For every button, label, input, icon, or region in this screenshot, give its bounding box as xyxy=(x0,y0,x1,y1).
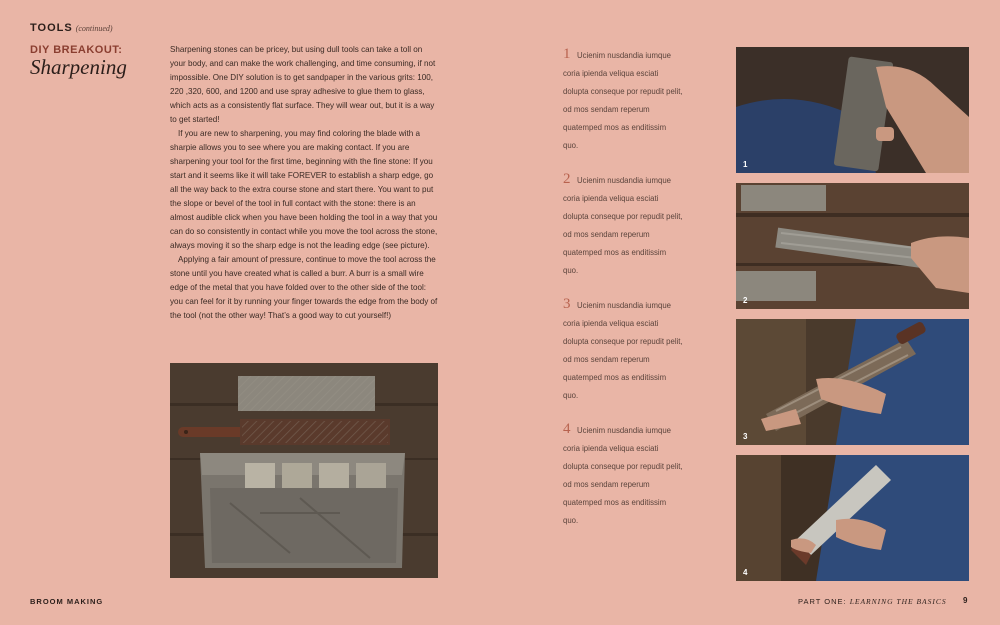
step-number: 1 xyxy=(563,46,571,62)
step-text: Ucienim nusdandia iumque coria ipienda veliqua esciati dolupta conseque por repudit pelit, od mos sendam reperum quatemped mos as enditissim quo. xyxy=(563,301,683,400)
footer-part-title: LEARNING THE BASICS xyxy=(849,597,947,606)
sharpening-tools-photo xyxy=(170,363,438,578)
breakout-title: Sharpening xyxy=(30,55,127,79)
page-number: 9 xyxy=(963,596,968,605)
step-item xyxy=(563,295,683,403)
step-number: 4 xyxy=(563,421,571,437)
step-text: Ucienim nusdandia iumque coria ipienda veliqua esciati dolupta conseque por repudit pelit, od mos sendam reperum quatemped mos as enditissim quo. xyxy=(563,176,683,275)
step-item xyxy=(563,170,683,278)
section-label xyxy=(30,22,113,34)
photo-number: 3 xyxy=(743,432,748,441)
paragraph: If you are new to sharpening, you may find coloring the blade with a sharpie allows you to see where you are making contact. If you are sharpening your tool for the first time, beginning with the fine stone: If you start and it seems like it will take FOREVER to establish a sharp edge, go all the way back to the extra course stone and start there. You want to put the slope or bevel of the tool in full contact with the stone: there is an almost audible click when you have been holding the tool in a way that you can do so consistently in contact while you move the tool across the stone, always moving it so the sharp edge is not the leading edge (see picture). xyxy=(170,129,438,250)
step-photo-3 xyxy=(736,319,969,445)
step-text: Ucienim nusdandia iumque coria ipienda veliqua esciati dolupta conseque por repudit pelit, od mos sendam reperum quatemped mos as enditissim quo. xyxy=(563,51,683,150)
step-photo-4 xyxy=(736,455,969,581)
step-number: 3 xyxy=(563,296,571,312)
photo-number: 4 xyxy=(743,568,748,577)
step-text: Ucienim nusdandia iumque coria ipienda veliqua esciati dolupta conseque por repudit pelit, od mos sendam reperum quatemped mos as enditissim quo. xyxy=(563,426,683,525)
footer-part-label: PART ONE: xyxy=(798,597,847,606)
step-photo-1 xyxy=(736,47,969,173)
footer-book-title: BROOM MAKING xyxy=(30,597,104,606)
steps-list xyxy=(563,45,683,545)
photo-number: 1 xyxy=(743,160,748,169)
step-photo-2 xyxy=(736,183,969,309)
step-item xyxy=(563,45,683,153)
body-text xyxy=(170,43,438,323)
breakout-kicker: DIY BREAKOUT: xyxy=(30,44,123,56)
paragraph: Applying a fair amount of pressure, continue to move the tool across the stone until you have created what is called a burr. A burr is a small wire edge of the metal that you have folded over to the other side of the tool: you can feel for it by running your finger towards the edge from the body of the tool (not the other way! That’s a good way to cut yourself!) xyxy=(170,255,438,320)
section-name: TOOLS xyxy=(30,22,73,34)
paragraph: Sharpening stones can be pricey, but using dull tools can take a toll on your body, and can make the work challenging, and time consuming, if not impossible. One DIY solution is to get sandpaper in the various grits: 100, 220 ,320, 600, and 1200 and use spray adhesive to glue them to glass, which acts as a consistently flat surface. They will wear out, but it is a way to get started! xyxy=(170,45,436,124)
photo-number: 2 xyxy=(743,296,748,305)
continued-note: (continued) xyxy=(75,24,113,33)
footer-part xyxy=(798,597,947,606)
step-number: 2 xyxy=(563,171,571,187)
step-item xyxy=(563,420,683,528)
